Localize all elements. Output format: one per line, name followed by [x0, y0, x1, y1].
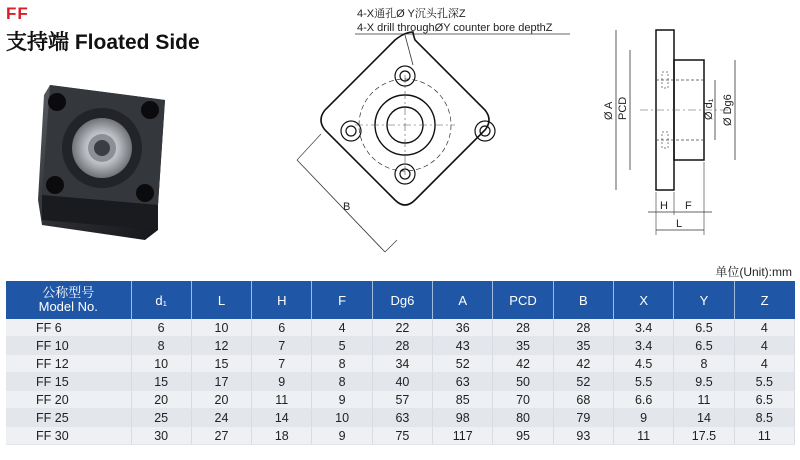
- table-cell: 3.4: [614, 319, 674, 337]
- table-cell: 70: [493, 391, 553, 409]
- table-cell: 24: [191, 409, 251, 427]
- table-cell: 9: [312, 391, 372, 409]
- table-row: [6, 355, 795, 373]
- model-cell: FF 30: [6, 427, 131, 445]
- model-cell: FF 20: [6, 391, 131, 409]
- table-cell: 4.5: [614, 355, 674, 373]
- product-photo: [30, 80, 180, 250]
- table-cell: 8: [131, 337, 191, 355]
- table-cell: 8: [312, 373, 372, 391]
- table-cell: 57: [372, 391, 432, 409]
- table-row: [6, 409, 795, 427]
- table-cell: 9: [252, 373, 312, 391]
- table-cell: 9: [312, 427, 372, 445]
- table-cell: 20: [131, 391, 191, 409]
- table-cell: 11: [252, 391, 312, 409]
- table-cell: 8: [312, 355, 372, 373]
- table-cell: 117: [433, 427, 493, 445]
- table-cell: 11: [614, 427, 674, 445]
- table-cell: 4: [734, 355, 794, 373]
- label-b: B: [343, 201, 351, 213]
- table-cell: 4: [312, 319, 372, 337]
- table-cell: 27: [191, 427, 251, 445]
- table-cell: 85: [433, 391, 493, 409]
- table-cell: 42: [553, 355, 613, 373]
- table-cell: 14: [674, 409, 734, 427]
- model-cell: FF 6: [6, 319, 131, 337]
- table-cell: 6.5: [674, 337, 734, 355]
- unit-note: 单位(Unit):mm: [715, 265, 792, 279]
- model-header-en: Model No.: [38, 299, 98, 314]
- model-cell: FF 25: [6, 409, 131, 427]
- table-cell: 34: [372, 355, 432, 373]
- column-header: Dg6: [372, 281, 432, 319]
- table-cell: 36: [433, 319, 493, 337]
- label-l: L: [676, 218, 683, 230]
- table-header-row: [6, 281, 795, 319]
- table-cell: 42: [493, 355, 553, 373]
- side-view-drawing: [600, 20, 800, 245]
- column-header: H: [252, 281, 312, 319]
- table-cell: 10: [312, 409, 372, 427]
- table-cell: 9: [614, 409, 674, 427]
- table-cell: 5.5: [614, 373, 674, 391]
- table-cell: 5.5: [734, 373, 794, 391]
- table-cell: 12: [191, 337, 251, 355]
- column-header: X: [614, 281, 674, 319]
- table-cell: 20: [191, 391, 251, 409]
- table-cell: 35: [553, 337, 613, 355]
- table-cell: 7: [252, 337, 312, 355]
- table-cell: 5: [312, 337, 372, 355]
- column-header: L: [191, 281, 251, 319]
- table-cell: 3.4: [614, 337, 674, 355]
- table-cell: 10: [191, 319, 251, 337]
- table-cell: 43: [433, 337, 493, 355]
- table-cell: 28: [372, 337, 432, 355]
- table-cell: 28: [553, 319, 613, 337]
- label-h: H: [660, 200, 668, 212]
- column-header: A: [433, 281, 493, 319]
- model-cell: FF 15: [6, 373, 131, 391]
- table-row: [6, 427, 795, 445]
- table-cell: 80: [493, 409, 553, 427]
- note-cn: 4-X通孔Ø Y沉头孔深Z: [357, 8, 466, 20]
- label-pcd: PCD: [617, 96, 629, 120]
- table-cell: 6.5: [674, 319, 734, 337]
- column-header: Z: [734, 281, 794, 319]
- table-cell: 17: [191, 373, 251, 391]
- table-cell: 63: [372, 409, 432, 427]
- table-cell: 52: [433, 355, 493, 373]
- column-header: F: [312, 281, 372, 319]
- table-cell: 22: [372, 319, 432, 337]
- table-cell: 7: [252, 355, 312, 373]
- table-cell: 14: [252, 409, 312, 427]
- table-cell: 8.5: [734, 409, 794, 427]
- table-cell: 68: [553, 391, 613, 409]
- table-cell: 6: [131, 319, 191, 337]
- column-header: d₁: [131, 281, 191, 319]
- spec-table-body: [6, 319, 795, 445]
- label-dg6: Ø Dg6: [722, 94, 734, 126]
- table-row: [6, 391, 795, 409]
- table-row: [6, 319, 795, 337]
- table-cell: 9.5: [674, 373, 734, 391]
- table-cell: 15: [131, 373, 191, 391]
- label-d1: Ø d₁: [703, 98, 715, 120]
- table-cell: 6: [252, 319, 312, 337]
- page-title: 支持端 Floated Side: [6, 31, 200, 54]
- table-cell: 28: [493, 319, 553, 337]
- table-row: [6, 337, 795, 355]
- table-cell: 4: [734, 337, 794, 355]
- product-code: FF: [6, 4, 29, 23]
- column-header: PCD: [493, 281, 553, 319]
- table-cell: 79: [553, 409, 613, 427]
- table-cell: 95: [493, 427, 553, 445]
- table-cell: 52: [553, 373, 613, 391]
- table-cell: 11: [734, 427, 794, 445]
- table-cell: 10: [131, 355, 191, 373]
- column-header: B: [553, 281, 613, 319]
- front-view-drawing: [285, 0, 585, 265]
- table-cell: 63: [433, 373, 493, 391]
- table-cell: 75: [372, 427, 432, 445]
- table-cell: 18: [252, 427, 312, 445]
- table-row: [6, 373, 795, 391]
- table-cell: 6.5: [734, 391, 794, 409]
- label-f: F: [685, 200, 692, 212]
- model-cell: FF 10: [6, 337, 131, 355]
- model-header-cn: 公称型号: [42, 285, 95, 300]
- table-cell: 8: [674, 355, 734, 373]
- label-a: Ø A: [603, 101, 615, 120]
- table-cell: 93: [553, 427, 613, 445]
- table-cell: 11: [674, 391, 734, 409]
- model-header: [6, 281, 131, 319]
- table-cell: 25: [131, 409, 191, 427]
- note-en: 4-X drill throughØY counter bore depthZ: [357, 22, 553, 34]
- table-cell: 4: [734, 319, 794, 337]
- model-cell: FF 12: [6, 355, 131, 373]
- column-header: Y: [674, 281, 734, 319]
- table-cell: 6.6: [614, 391, 674, 409]
- table-cell: 30: [131, 427, 191, 445]
- spec-table: [6, 281, 795, 445]
- table-cell: 50: [493, 373, 553, 391]
- table-cell: 98: [433, 409, 493, 427]
- table-cell: 17.5: [674, 427, 734, 445]
- table-cell: 35: [493, 337, 553, 355]
- table-cell: 15: [191, 355, 251, 373]
- table-cell: 40: [372, 373, 432, 391]
